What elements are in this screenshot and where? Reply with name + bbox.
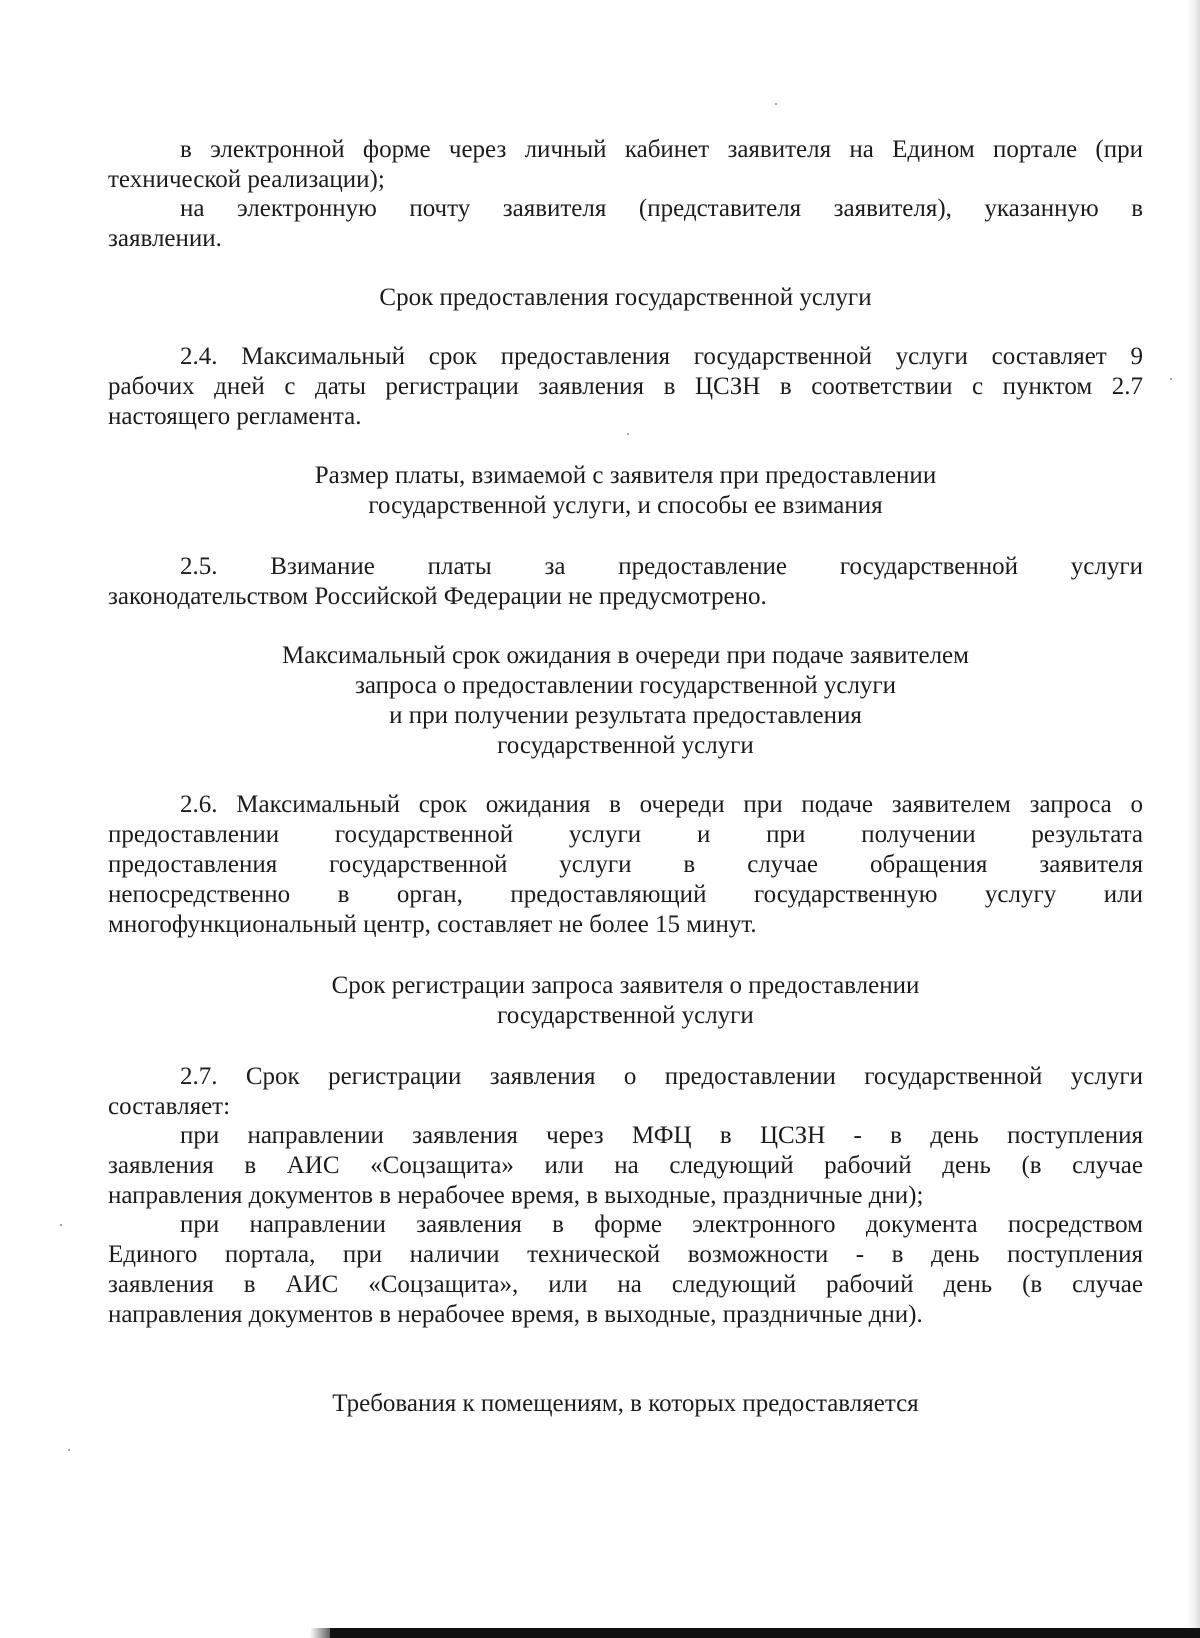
heading-fee: [108, 461, 1143, 521]
text-line: предоставления государственной услуги в случае обращения заявителя: [108, 851, 1143, 878]
text-line: предоставлении государственной услуги и при получении результата: [108, 821, 1143, 848]
paragraph-2-7: [108, 1062, 1143, 1122]
paragraph-email: [108, 194, 1143, 254]
text-line: в электронной форме через личный кабинет заявителя на Едином портале (при: [180, 136, 1143, 163]
scan-speck: [60, 1224, 62, 1226]
heading-line: государственной услуги, и способы ее взимания: [368, 492, 883, 519]
paragraph-2-6: [108, 790, 1143, 940]
heading-registration-term: [108, 971, 1143, 1031]
heading-line: и при получении результата предоставления: [389, 702, 862, 729]
text-line: законодательством Российской Федерации не предусмотрено.: [108, 583, 767, 610]
text-line: 2.7. Срок регистрации заявления о предоставлении государственной услуги: [180, 1063, 1143, 1090]
text-line: технической реализации);: [108, 166, 385, 193]
text-line: 2.4. Максимальный срок предоставления государственной услуги составляет 9: [180, 343, 1143, 370]
text-line: при направлении заявления через МФЦ в ЦСЗН - в день поступления: [180, 1122, 1143, 1149]
text-line: настоящего регламента.: [108, 403, 362, 430]
scan-speck: [68, 1449, 70, 1451]
text-line: заявления в АИС «Соцзащита», или на следующий рабочий день (в случае: [108, 1271, 1143, 1298]
scan-speck: [627, 433, 629, 435]
scan-speck: [775, 103, 777, 105]
text-line: направления документов в нерабочее время, в выходные, праздничные дни);: [108, 1182, 924, 1209]
text-line: заявления в АИС «Соцзащита» или на следующий рабочий день (в случае: [108, 1152, 1143, 1179]
paragraph-mfc: [108, 1121, 1143, 1211]
heading-line: Срок предоставления государственной услуги: [379, 284, 872, 311]
text-line: 2.5. Взимание платы за предоставление государственной услуги: [180, 553, 1143, 580]
text-line: при направлении заявления в форме электронного документа посредством: [180, 1211, 1143, 1238]
text-line: направления документов в нерабочее время, в выходные, праздничные дни).: [108, 1301, 923, 1328]
text-line: 2.6. Максимальный срок ожидания в очереди при подаче заявителем запроса о: [180, 791, 1143, 818]
heading-line: Срок регистрации запроса заявителя о предоставлении: [331, 972, 920, 999]
scan-edge-shadow: [1186, 0, 1200, 1638]
text-line: непосредственно в орган, предоставляющий государственную услугу или: [108, 881, 1143, 908]
paragraph-electronic-document: [108, 1210, 1143, 1330]
heading-line: Размер платы, взимаемой с заявителя при предоставлении: [314, 462, 937, 489]
scan-speck: [1170, 378, 1172, 380]
paragraph-2-5: [108, 552, 1143, 612]
heading-service-term: [108, 283, 1143, 313]
paragraph-electronic-cabinet: [108, 135, 1143, 195]
heading-queue-wait: [108, 641, 1143, 761]
heading-line: государственной услуги: [497, 1002, 754, 1029]
heading-line: Максимальный срок ожидания в очереди при подаче заявителем: [282, 642, 969, 669]
heading-line: Требования к помещениям, в которых предоставляется: [332, 1390, 919, 1417]
text-line: Единого портала, при наличии технической возможности - в день поступления: [108, 1241, 1143, 1268]
paragraph-2-4: [108, 342, 1143, 432]
heading-line: запроса о предоставлении государственной услуги: [354, 672, 897, 699]
text-line: на электронную почту заявителя (представителя заявителя), указанную в: [180, 195, 1143, 222]
text-line: составляет:: [108, 1093, 231, 1120]
scan-bottom-bar: [330, 1628, 1200, 1638]
text-line: многофункциональный центр, составляет не более 15 минут.: [108, 911, 757, 938]
text-line: рабочих дней с даты регистрации заявления в ЦСЗН в соответствии с пунктом 2.7: [108, 373, 1143, 400]
heading-line: государственной услуги: [497, 732, 754, 759]
text-line: заявлении.: [108, 225, 222, 252]
heading-premises-requirements: [108, 1389, 1143, 1419]
